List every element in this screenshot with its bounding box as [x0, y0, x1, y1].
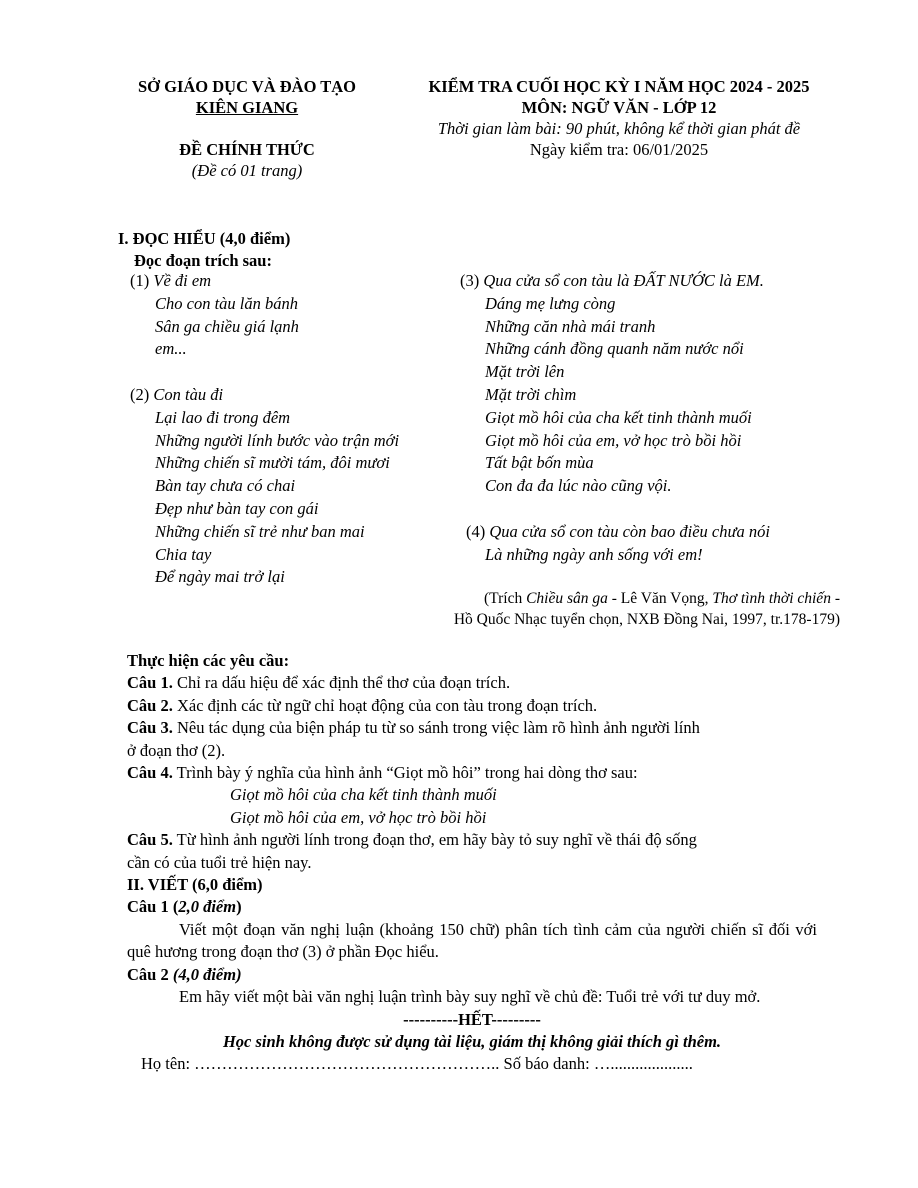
stanza-1-line: Sân ga chiều giá lạnh [155, 316, 299, 336]
stanza-number: (3) [460, 271, 484, 290]
exam-date: Ngày kiểm tra: 06/01/2025 [529, 140, 709, 159]
source-citation [400, 588, 840, 630]
stanza-2-line: Những chiến sĩ mười tám, đôi mươi [155, 453, 390, 473]
poem-left-column [130, 270, 460, 589]
stanza-2-line: Để ngày mai trở lại [155, 567, 285, 587]
question-4-quote: Giọt mồ hôi của em, vở học trò bồi hồi [230, 807, 487, 827]
student-info-line: Họ tên: ……………………………………………….. Số báo danh: ….................... [141, 1053, 693, 1073]
poem-title: Chiều sân ga [526, 590, 608, 607]
stanza-number: (1) [130, 271, 154, 290]
writing-question-1-label: Câu 1 (2,0 điểm) [127, 897, 242, 917]
requirements-heading: Thực hiện các yêu cầu: [127, 651, 290, 670]
question-3-cont: ở đoạn thơ (2). [127, 740, 226, 760]
question-5: Câu 5. Từ hình ảnh người lính trong đoạn thơ, em hãy bày tỏ suy nghĩ về thái độ sống [127, 830, 697, 850]
stanza-4-line: Là những ngày anh sống với em! [485, 544, 703, 564]
duration-line: Thời gian làm bài: 90 phút, không kể thời gian phát đề [437, 119, 801, 138]
section-reading-title: I. ĐỌC HIỂU (4,0 điểm) [118, 229, 291, 248]
question-4-quote: Giọt mồ hôi của cha kết tinh thành muối [230, 785, 497, 805]
stanza-2-line: Bàn tay chưa có chai [155, 476, 296, 496]
header-left [118, 76, 376, 181]
stanza-number: (4) [466, 521, 490, 541]
stanza-2-line: Chia tay [155, 544, 212, 564]
question-1: Câu 1. Chỉ ra dấu hiệu để xác định thể thơ của đoạn trích. [127, 673, 511, 693]
stanza-3-line: Tất bật bốn mùa [485, 453, 594, 473]
stanza-2-line: (2) Con tàu đi [130, 384, 224, 404]
official-label: ĐỀ CHÍNH THỨC [179, 140, 315, 159]
exam-note: Học sinh không được sử dụng tài liệu, giám thị không giải thích gì thêm. [222, 1031, 722, 1051]
questions-block [127, 650, 817, 1075]
stanza-3-line: Dáng mẹ lưng còng [485, 293, 616, 313]
stanza-1-line: em... [155, 339, 187, 359]
question-2: Câu 2. Xác định các từ ngữ chỉ hoạt động của con tàu trong đoạn trích. [127, 695, 598, 715]
stanza-3-line: Những cánh đồng quanh năm nước nổi [485, 339, 744, 359]
writing-question-1-text: Viết một đoạn văn nghị luận (khoảng 150 chữ) phân tích tình cảm của người chiến sĩ đối với quê hương trong đoạn thơ (3) ở phần Đọc hiểu. [127, 919, 817, 962]
reading-instruction: Đọc đoạn trích sau: [134, 251, 272, 270]
book-title: Thơ tình thời chiến [712, 590, 831, 607]
writing-question-2-text: Em hãy viết một bài văn nghị luận trình bày suy nghĩ về chủ đề: Tuổi trẻ với tư duy mở. [179, 987, 761, 1007]
exam-title: KIỂM TRA CUỐI HỌC KỲ I NĂM HỌC 2024 - 2025 [428, 77, 810, 96]
stanza-4-line: (4) Qua cửa sổ con tàu còn bao điều chưa nói [466, 521, 770, 541]
pages-note: (Đề có 01 trang) [191, 161, 303, 180]
stanza-2-line: Lại lao đi trong đêm [155, 407, 291, 427]
section-reading-heading [118, 228, 818, 272]
question-4: Câu 4. Trình bày ý nghĩa của hình ảnh “Giọt mồ hôi” trong hai dòng thơ sau: [127, 763, 638, 783]
citation-line-1: (Trích Chiều sân ga - Lê Văn Vọng, Thơ tình thời chiến - [484, 590, 840, 607]
subject-line: MÔN: NGỮ VĂN - LỚP 12 [521, 98, 717, 117]
stanza-3-line: Giọt mồ hôi của cha kết tinh thành muối [485, 407, 752, 427]
stanza-2-line: Những chiến sĩ trẻ như ban mai [155, 521, 365, 541]
question-3: Câu 3. Nêu tác dụng của biện pháp tu từ so sánh trong việc làm rõ hình ảnh người lính [127, 718, 700, 738]
stanza-2-line: Đẹp như bàn tay con gái [155, 498, 319, 518]
stanza-3-line: Giọt mồ hôi của em, vở học trò bồi hồi [485, 430, 742, 450]
end-marker: ----------HẾT--------- [403, 1009, 541, 1029]
poem-right-column [460, 270, 850, 566]
section-writing-title: II. VIẾT (6,0 điểm) [127, 875, 263, 895]
stanza-1-line: Cho con tàu lăn bánh [155, 293, 298, 313]
question-5-cont: cần có của tuổi trẻ hiện nay. [127, 852, 312, 872]
stanza-1-line: (1) Về đi em [130, 271, 212, 290]
stanza-2-line: Những người lính bước vào trận mới [155, 430, 400, 450]
stanza-3-line: Mặt trời lên [485, 362, 565, 382]
citation-line-2: Hồ Quốc Nhạc tuyển chọn, NXB Đồng Nai, 1997, tr.178-179) [453, 611, 840, 628]
stanza-3-line: Những căn nhà mái tranh [485, 316, 656, 336]
header-right [396, 76, 842, 160]
department-name: SỞ GIÁO DỤC VÀ ĐÀO TẠO [137, 77, 357, 96]
province-name: KIÊN GIANG [195, 98, 299, 117]
stanza-3-line: (3) Qua cửa sổ con tàu là ĐẤT NƯỚC là EM. [460, 271, 764, 290]
stanza-3-line: Con đa đa lúc nào cũng vội. [485, 476, 672, 496]
writing-question-2-label: Câu 2 (4,0 điểm) [127, 964, 242, 984]
stanza-3-line: Mặt trời chìm [485, 384, 577, 404]
stanza-number: (2) [130, 384, 154, 404]
